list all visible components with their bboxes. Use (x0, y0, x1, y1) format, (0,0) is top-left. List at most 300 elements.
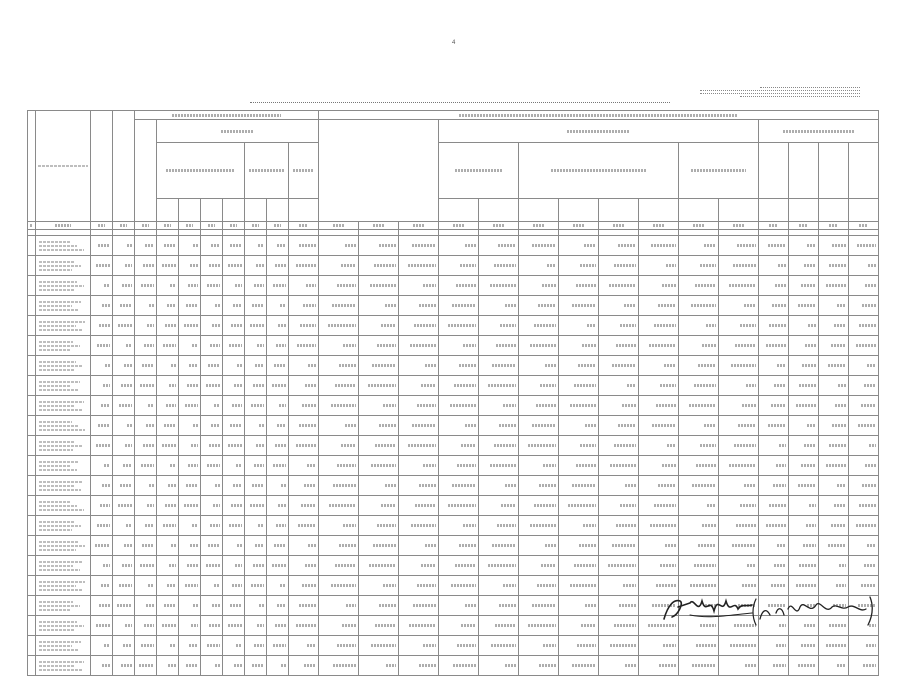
table-cell (439, 436, 479, 456)
table-cell (599, 416, 639, 436)
table-cell (439, 556, 479, 576)
table-cell (91, 276, 113, 296)
header-leaf-cell (559, 199, 599, 222)
table-cell (113, 496, 135, 516)
table-cell (135, 536, 157, 556)
table-cell (399, 236, 439, 256)
table-cell (849, 556, 879, 576)
table-cell (479, 556, 519, 576)
table-cell (399, 296, 439, 316)
table-cell (359, 516, 399, 536)
table-cell (559, 596, 599, 616)
table-cell (479, 416, 519, 436)
table-cell (639, 436, 679, 456)
table-cell (789, 316, 819, 336)
table-cell (201, 616, 223, 636)
table-cell (759, 336, 789, 356)
table-cell (28, 656, 36, 676)
table-cell (849, 256, 879, 276)
table-cell (639, 356, 679, 376)
table-cell (91, 596, 113, 616)
table-cell (289, 396, 319, 416)
table-cell (91, 576, 113, 596)
table-cell (28, 476, 36, 496)
table-cell (479, 396, 519, 416)
table-cell (559, 636, 599, 656)
table-cell (289, 316, 319, 336)
table-cell (179, 296, 201, 316)
table-cell (639, 236, 679, 256)
table-cell (201, 236, 223, 256)
table-cell (789, 476, 819, 496)
table-cell (245, 636, 267, 656)
column-number-cell (179, 222, 201, 230)
table-cell (157, 356, 179, 376)
column-number-cell (849, 222, 879, 230)
table-cell (849, 656, 879, 676)
table-cell (201, 576, 223, 596)
table-cell (91, 296, 113, 316)
table-cell (679, 396, 719, 416)
table-cell (113, 596, 135, 616)
table-cell (359, 296, 399, 316)
table-row (28, 396, 879, 416)
table-cell (223, 276, 245, 296)
table-cell (599, 476, 639, 496)
table-cell (245, 476, 267, 496)
table-cell (223, 336, 245, 356)
table-cell (289, 456, 319, 476)
table-cell (245, 516, 267, 536)
table-cell (135, 416, 157, 436)
table-cell (359, 336, 399, 356)
table-cell (719, 336, 759, 356)
table-cell (559, 336, 599, 356)
column-number-cell (399, 222, 439, 230)
table-cell (479, 316, 519, 336)
table-cell (599, 576, 639, 596)
table-cell (439, 316, 479, 336)
table-cell (289, 536, 319, 556)
column-number-cell (113, 222, 135, 230)
column-number-cell (599, 222, 639, 230)
table-cell (359, 436, 399, 456)
table-cell (91, 256, 113, 276)
header-cell (319, 120, 439, 222)
table-cell (679, 316, 719, 336)
table-cell (359, 276, 399, 296)
header-row-2 (28, 120, 879, 143)
table-cell (719, 396, 759, 416)
table-cell (479, 276, 519, 296)
table-cell (28, 296, 36, 316)
table-cell (679, 556, 719, 576)
table-cell (399, 616, 439, 636)
table-cell (157, 576, 179, 596)
table-cell (819, 416, 849, 436)
table-cell (179, 376, 201, 396)
table-cell (267, 596, 289, 616)
table-cell (719, 556, 759, 576)
table-cell (399, 576, 439, 596)
table-cell (135, 496, 157, 516)
table-cell (479, 656, 519, 676)
table-cell (399, 636, 439, 656)
table-cell (289, 596, 319, 616)
table-cell (91, 556, 113, 576)
table-cell (639, 316, 679, 336)
table-cell (179, 256, 201, 276)
row-name-cell (36, 616, 91, 636)
table-cell (559, 416, 599, 436)
table-cell (179, 496, 201, 516)
table-cell (201, 276, 223, 296)
table-cell (245, 596, 267, 616)
table-cell (179, 356, 201, 376)
table-cell (135, 276, 157, 296)
table-row (28, 476, 879, 496)
row-name-cell (36, 516, 91, 536)
table-cell (157, 496, 179, 516)
column-number-cell (245, 222, 267, 230)
table-cell (201, 376, 223, 396)
table-cell (639, 496, 679, 516)
table-cell (639, 336, 679, 356)
header-leaf-cell (679, 199, 719, 222)
table-row (28, 636, 879, 656)
header-row-1 (28, 111, 879, 120)
table-cell (399, 316, 439, 336)
table-cell (519, 276, 559, 296)
table-cell (789, 456, 819, 476)
column-number-cell (223, 222, 245, 230)
table-cell (289, 336, 319, 356)
column-number-cell (289, 222, 319, 230)
table-cell (28, 596, 36, 616)
row-name-cell (36, 476, 91, 496)
table-cell (439, 656, 479, 676)
header-cell (759, 143, 789, 199)
table-cell (157, 656, 179, 676)
table-cell (759, 236, 789, 256)
table-cell (267, 276, 289, 296)
table-cell (289, 556, 319, 576)
table-cell (519, 456, 559, 476)
table-cell (559, 236, 599, 256)
table-cell (559, 256, 599, 276)
table-cell (819, 656, 849, 676)
table-cell (719, 356, 759, 376)
column-number-row (28, 222, 879, 230)
column-number-cell (28, 222, 36, 230)
table-cell (201, 416, 223, 436)
table-cell (789, 556, 819, 576)
table-cell (439, 576, 479, 596)
table-cell (289, 656, 319, 676)
table-cell (519, 376, 559, 396)
table-cell (639, 476, 679, 496)
header-cell (519, 143, 679, 199)
table-cell (519, 636, 559, 656)
table-cell (789, 336, 819, 356)
table-cell (399, 456, 439, 476)
table-cell (439, 476, 479, 496)
column-number-cell (719, 222, 759, 230)
table-cell (157, 516, 179, 536)
table-cell (135, 316, 157, 336)
table-cell (223, 256, 245, 276)
header-group-cell (135, 111, 319, 120)
table-cell (639, 296, 679, 316)
table-cell (319, 316, 359, 336)
table-cell (599, 496, 639, 516)
row-name-cell (36, 356, 91, 376)
table-cell (599, 236, 639, 256)
header-leaf-cell (245, 199, 267, 222)
approval-block (700, 85, 860, 99)
table-row (28, 256, 879, 276)
table-cell (789, 496, 819, 516)
table-cell (639, 636, 679, 656)
table-cell (519, 496, 559, 516)
table-cell (439, 296, 479, 316)
header-leaf-cell (201, 199, 223, 222)
table-cell (267, 656, 289, 676)
table-cell (519, 516, 559, 536)
table-cell (479, 576, 519, 596)
table-cell (559, 296, 599, 316)
table-cell (679, 536, 719, 556)
table-cell (719, 456, 759, 476)
table-cell (559, 316, 599, 336)
table-cell (519, 296, 559, 316)
table-cell (849, 456, 879, 476)
header-cell (91, 111, 113, 222)
table-cell (759, 636, 789, 656)
table-cell (201, 296, 223, 316)
table-cell (319, 356, 359, 376)
header-leaf-cell (439, 199, 479, 222)
table-cell (789, 376, 819, 396)
table-cell (819, 316, 849, 336)
table-cell (789, 536, 819, 556)
table-cell (759, 556, 789, 576)
table-cell (245, 456, 267, 476)
table-cell (245, 416, 267, 436)
table-cell (91, 516, 113, 536)
table-cell (399, 536, 439, 556)
table-cell (789, 656, 819, 676)
header-leaf-cell (157, 199, 179, 222)
table-cell (399, 556, 439, 576)
table-cell (819, 256, 849, 276)
header-group-cell (319, 111, 879, 120)
table-cell (157, 556, 179, 576)
table-cell (113, 656, 135, 676)
row-name-cell (36, 336, 91, 356)
table-row (28, 456, 879, 476)
table-cell (157, 596, 179, 616)
table-cell (849, 516, 879, 536)
table-cell (28, 516, 36, 536)
table-cell (759, 516, 789, 536)
table-cell (359, 656, 399, 676)
table-cell (91, 416, 113, 436)
table-cell (679, 476, 719, 496)
header-cell-name (36, 111, 91, 222)
table-cell (359, 616, 399, 636)
table-cell (267, 356, 289, 376)
table-cell (113, 396, 135, 416)
table-cell (399, 396, 439, 416)
table-cell (113, 336, 135, 356)
table-cell (559, 356, 599, 376)
table-cell (479, 456, 519, 476)
table-row (28, 296, 879, 316)
table-cell (399, 476, 439, 496)
row-name-cell (36, 236, 91, 256)
table-cell (201, 496, 223, 516)
table-cell (28, 436, 36, 456)
table-cell (113, 376, 135, 396)
table-cell (179, 516, 201, 536)
table-cell (559, 496, 599, 516)
table-cell (639, 256, 679, 276)
table-cell (201, 516, 223, 536)
table-cell (201, 536, 223, 556)
table-cell (519, 556, 559, 576)
table-cell (819, 336, 849, 356)
table-cell (135, 596, 157, 616)
table-cell (559, 276, 599, 296)
table-cell (223, 416, 245, 436)
table-cell (599, 336, 639, 356)
table-cell (157, 276, 179, 296)
row-name-cell (36, 376, 91, 396)
table-cell (679, 416, 719, 436)
table-cell (267, 296, 289, 316)
table-cell (479, 596, 519, 616)
table-cell (479, 536, 519, 556)
table-cell (135, 556, 157, 576)
table-cell (719, 636, 759, 656)
table-cell (289, 616, 319, 636)
table-cell (399, 496, 439, 516)
header-leaf-cell (639, 199, 679, 222)
table-cell (289, 356, 319, 376)
table-cell (849, 296, 879, 316)
table-cell (91, 496, 113, 516)
table-cell (319, 256, 359, 276)
header-leaf-cell (819, 199, 849, 222)
table-cell (819, 516, 849, 536)
table-cell (439, 536, 479, 556)
table-cell (319, 656, 359, 676)
table-cell (245, 276, 267, 296)
table-row (28, 416, 879, 436)
column-number-cell (359, 222, 399, 230)
table-cell (849, 356, 879, 376)
page-number: 4 (452, 40, 456, 46)
table-cell (245, 496, 267, 516)
table-cell (245, 296, 267, 316)
table-cell (289, 376, 319, 396)
table-cell (267, 256, 289, 276)
row-name-cell (36, 556, 91, 576)
table-cell (359, 476, 399, 496)
table-cell (639, 536, 679, 556)
column-number-cell (319, 222, 359, 230)
table-cell (559, 516, 599, 536)
table-cell (223, 656, 245, 676)
table-cell (267, 476, 289, 496)
table-cell (245, 236, 267, 256)
column-number-cell (201, 222, 223, 230)
table-cell (439, 636, 479, 656)
table-cell (135, 456, 157, 476)
header-leaf-cell (719, 199, 759, 222)
table-cell (179, 396, 201, 416)
table-cell (479, 496, 519, 516)
table-cell (679, 456, 719, 476)
table-cell (245, 576, 267, 596)
table-cell (319, 296, 359, 316)
table-cell (819, 476, 849, 496)
table-cell (399, 356, 439, 376)
table-cell (559, 436, 599, 456)
table-cell (319, 536, 359, 556)
header-cell (113, 111, 135, 222)
table-cell (223, 296, 245, 316)
table-cell (319, 376, 359, 396)
table-cell (135, 656, 157, 676)
table-cell (559, 556, 599, 576)
row-name-cell (36, 656, 91, 676)
header-leaf-cell (223, 199, 245, 222)
table-cell (479, 336, 519, 356)
table-row (28, 376, 879, 396)
table-cell (479, 256, 519, 276)
table-cell (157, 396, 179, 416)
table-cell (245, 556, 267, 576)
table-cell (245, 436, 267, 456)
table-cell (819, 496, 849, 516)
table-cell (759, 456, 789, 476)
table-cell (789, 256, 819, 276)
table-cell (359, 396, 399, 416)
row-name-cell (36, 536, 91, 556)
table-cell (223, 236, 245, 256)
table-cell (245, 656, 267, 676)
table-cell (157, 476, 179, 496)
table-cell (179, 576, 201, 596)
table-cell (399, 276, 439, 296)
table-cell (719, 436, 759, 456)
table-cell (789, 416, 819, 436)
table-cell (789, 276, 819, 296)
table-cell (179, 456, 201, 476)
table-cell (113, 296, 135, 316)
row-name-cell (36, 636, 91, 656)
table-cell (179, 556, 201, 576)
table-cell (819, 436, 849, 456)
table-row (28, 536, 879, 556)
table-cell (135, 576, 157, 596)
table-cell (157, 616, 179, 636)
table-cell (359, 496, 399, 516)
table-cell (201, 656, 223, 676)
table-cell (359, 236, 399, 256)
